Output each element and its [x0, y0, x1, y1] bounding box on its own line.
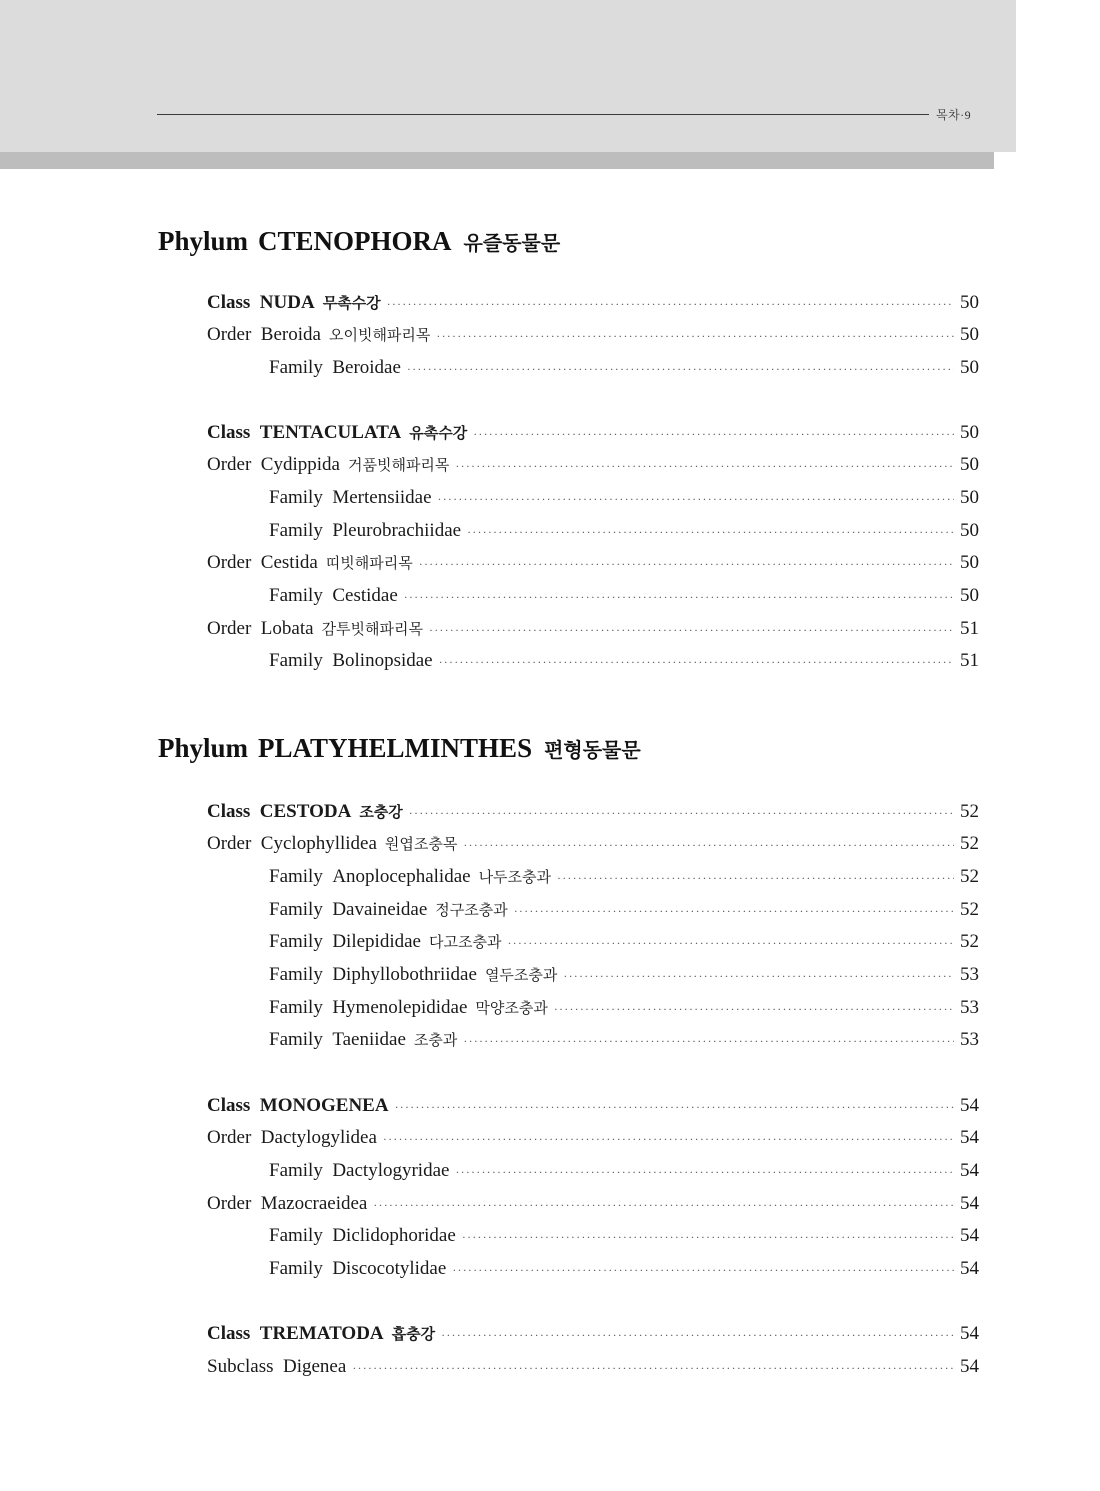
dot-leader: [563, 969, 954, 984]
dot-leader: [383, 1132, 954, 1147]
toc-entry-page-number: 54: [960, 1127, 979, 1148]
phylum-korean-name: 편형동물문: [544, 738, 641, 762]
toc-entry-page-number: 52: [960, 833, 979, 854]
dot-leader: [387, 297, 954, 312]
toc-entry-class[interactable]: [207, 422, 979, 448]
dot-leader: [436, 329, 954, 344]
toc-entry-label: Order Cydippida 거품빗해파리목: [207, 454, 450, 475]
toc-entry-family[interactable]: [269, 1258, 979, 1284]
header-band: [0, 0, 1016, 152]
toc-entry-korean-name: 오이빗해파리목: [328, 326, 431, 344]
toc-entry-family[interactable]: [269, 650, 979, 676]
toc-entry-page-number: 50: [960, 552, 979, 573]
toc-entry-korean-name: 조충과: [413, 1031, 458, 1049]
phylum-name: CTENOPHORA: [258, 226, 452, 256]
toc-entry-label: Order Cestida 띠빗해파리목: [207, 552, 413, 573]
toc-entry-family[interactable]: [269, 357, 979, 383]
toc-entry-label: Class TENTACULATA 유촉수강: [207, 422, 468, 443]
toc-entry-order[interactable]: [207, 324, 979, 350]
toc-entry-label: Family Discocotylidae: [269, 1258, 447, 1279]
dot-leader: [409, 806, 954, 821]
toc-entry-family[interactable]: [269, 1160, 979, 1186]
toc-entry-label: Family Hymenolepididae 막양조충과: [269, 997, 548, 1018]
toc-entry-page-number: 54: [960, 1258, 979, 1279]
toc-entry-page-number: 50: [960, 585, 979, 606]
toc-entry-label: Class NUDA 무촉수강: [207, 292, 381, 313]
dot-leader: [395, 1100, 954, 1115]
dot-leader: [455, 1165, 954, 1180]
header-strip: [0, 152, 994, 169]
toc-entry-label: Class TREMATODA 흡충강: [207, 1323, 436, 1344]
running-head: 목차·9: [936, 108, 972, 122]
toc-entry-family[interactable]: [269, 1029, 979, 1055]
toc-entry-korean-name: 흡충강: [391, 1325, 436, 1343]
toc-entry-label: Family Bolinopsidae: [269, 650, 433, 671]
dot-leader: [507, 936, 954, 951]
toc-entry-korean-name: 막양조충과: [475, 999, 548, 1017]
toc-entry-label: Family Anoplocephalidae 나두조충과: [269, 866, 552, 887]
toc-entry-label: Family Dactylogyridae: [269, 1160, 450, 1181]
toc-entry-order[interactable]: [207, 1127, 979, 1153]
toc-entry-page-number: 54: [960, 1193, 979, 1214]
toc-entry-label: Family Cestidae: [269, 585, 398, 606]
toc-entry-page-number: 51: [960, 650, 979, 671]
toc-entry-family[interactable]: [269, 997, 979, 1023]
toc-entry-label: Family Dilepididae 다고조충과: [269, 931, 502, 952]
toc-entry-korean-name: 띠빗해파리목: [325, 554, 413, 572]
toc-entry-class[interactable]: [207, 801, 979, 827]
toc-entry-page-number: 54: [960, 1160, 979, 1181]
toc-entry-label: Order Lobata 감투빗해파리목: [207, 618, 423, 639]
toc-entry-label: Family Mertensiidae: [269, 487, 432, 508]
toc-entry-family[interactable]: [269, 585, 979, 611]
toc-entry-page-number: 50: [960, 357, 979, 378]
toc-entry-class[interactable]: [207, 292, 979, 318]
toc-entry-korean-name: 거품빗해파리목: [347, 456, 450, 474]
toc-entry-label: Family Diclidophoridae: [269, 1225, 456, 1246]
toc-entry-page-number: 52: [960, 931, 979, 952]
toc-entry-page-number: 52: [960, 899, 979, 920]
toc-entry-korean-name: 원엽조충목: [384, 835, 458, 853]
dot-leader: [463, 838, 954, 853]
phylum-prefix: Phylum: [158, 733, 249, 763]
dot-leader: [452, 1263, 954, 1278]
toc-entry-label: Family Taeniidae 조충과: [269, 1029, 458, 1050]
toc-entry-label: Class MONOGENEA: [207, 1095, 389, 1116]
toc-entry-family[interactable]: [269, 899, 979, 925]
phylum-name: PLATYHELMINTHES: [258, 733, 533, 763]
toc-entry-page-number: 51: [960, 618, 979, 639]
toc-entry-korean-name: 정구조충과: [435, 901, 508, 919]
toc-entry-label: Family Beroidae: [269, 357, 401, 378]
toc-entry-label: Subclass Digenea: [207, 1356, 347, 1377]
phylum-heading: [158, 733, 641, 764]
toc-entry-label: Order Mazocraeidea: [207, 1193, 368, 1214]
toc-entry-korean-name: 감투빗해파리목: [321, 620, 423, 638]
dot-leader: [404, 590, 954, 605]
toc-entry-page-number: 50: [960, 520, 979, 541]
toc-entry-page-number: 54: [960, 1356, 979, 1377]
dot-leader: [557, 871, 954, 886]
toc-entry-label: Family Pleurobrachiidae: [269, 520, 462, 541]
toc-entry-label: Class CESTODA 조충강: [207, 801, 403, 822]
toc-entry-order[interactable]: [207, 552, 979, 578]
toc-entry-order[interactable]: [207, 618, 979, 644]
toc-entry-family[interactable]: [269, 520, 979, 546]
toc-entry-class[interactable]: [207, 1095, 979, 1121]
toc-entry-korean-name: 조충강: [359, 803, 403, 821]
toc-entry-class[interactable]: [207, 1323, 979, 1349]
toc-entry-family[interactable]: [269, 964, 979, 990]
dot-leader: [441, 1328, 954, 1343]
dot-leader: [438, 492, 954, 507]
toc-entry-family[interactable]: [269, 866, 979, 892]
toc-entry-family[interactable]: [269, 931, 979, 957]
dot-leader: [352, 1361, 954, 1376]
phylum-heading: [158, 226, 560, 257]
toc-entry-korean-name: 무촉수강: [322, 294, 381, 312]
toc-entry-page-number: 53: [960, 997, 979, 1018]
toc-entry-page-number: 54: [960, 1225, 979, 1246]
toc-entry-page-number: 52: [960, 801, 979, 822]
toc-entry-page-number: 50: [960, 487, 979, 508]
toc-entry-label: Order Dactylogylidea: [207, 1127, 377, 1148]
dot-leader: [429, 623, 954, 638]
phylum-prefix: Phylum: [158, 226, 249, 256]
toc-entry-order[interactable]: [207, 1193, 979, 1219]
phylum-korean-name: 유즐동물문: [463, 231, 561, 255]
toc-entry-page-number: 50: [960, 422, 979, 443]
toc-entry-family[interactable]: [269, 487, 979, 513]
toc-entry-korean-name: 열두조충과: [484, 966, 558, 984]
toc-entry-order[interactable]: [207, 1356, 979, 1382]
toc-entry-page-number: 53: [960, 964, 979, 985]
toc-entry-page-number: 50: [960, 292, 979, 313]
toc-entry-family[interactable]: [269, 1225, 979, 1251]
dot-leader: [419, 557, 954, 572]
toc-entry-page-number: 54: [960, 1323, 979, 1344]
toc-entry-label: Order Cyclophyllidea 원엽조충목: [207, 833, 458, 854]
dot-leader: [514, 904, 954, 919]
dot-leader: [373, 1198, 954, 1213]
toc-entry-korean-name: 유촉수강: [409, 424, 468, 442]
toc-entry-page-number: 52: [960, 866, 979, 887]
dot-leader: [473, 427, 954, 442]
dot-leader: [463, 1034, 954, 1049]
toc-entry-page-number: 53: [960, 1029, 979, 1050]
toc-entry-label: Order Beroida 오이빗해파리목: [207, 324, 431, 345]
toc-entry-page-number: 50: [960, 324, 979, 345]
toc-entry-korean-name: 나두조충과: [478, 868, 552, 886]
toc-entry-order[interactable]: [207, 454, 979, 480]
dot-leader: [439, 655, 954, 670]
header-rule: [157, 114, 929, 115]
toc-entry-page-number: 50: [960, 454, 979, 475]
dot-leader: [407, 362, 954, 377]
dot-leader: [467, 525, 954, 540]
toc-entry-label: Family Diphyllobothriidae 열두조충과: [269, 964, 558, 985]
toc-entry-korean-name: 다고조충과: [428, 933, 502, 951]
dot-leader: [455, 459, 954, 474]
dot-leader: [462, 1230, 954, 1245]
dot-leader: [554, 1002, 954, 1017]
toc-entry-page-number: 54: [960, 1095, 979, 1116]
toc-entry-order[interactable]: [207, 833, 979, 859]
toc-entry-label: Family Davaineidae 정구조충과: [269, 899, 508, 920]
